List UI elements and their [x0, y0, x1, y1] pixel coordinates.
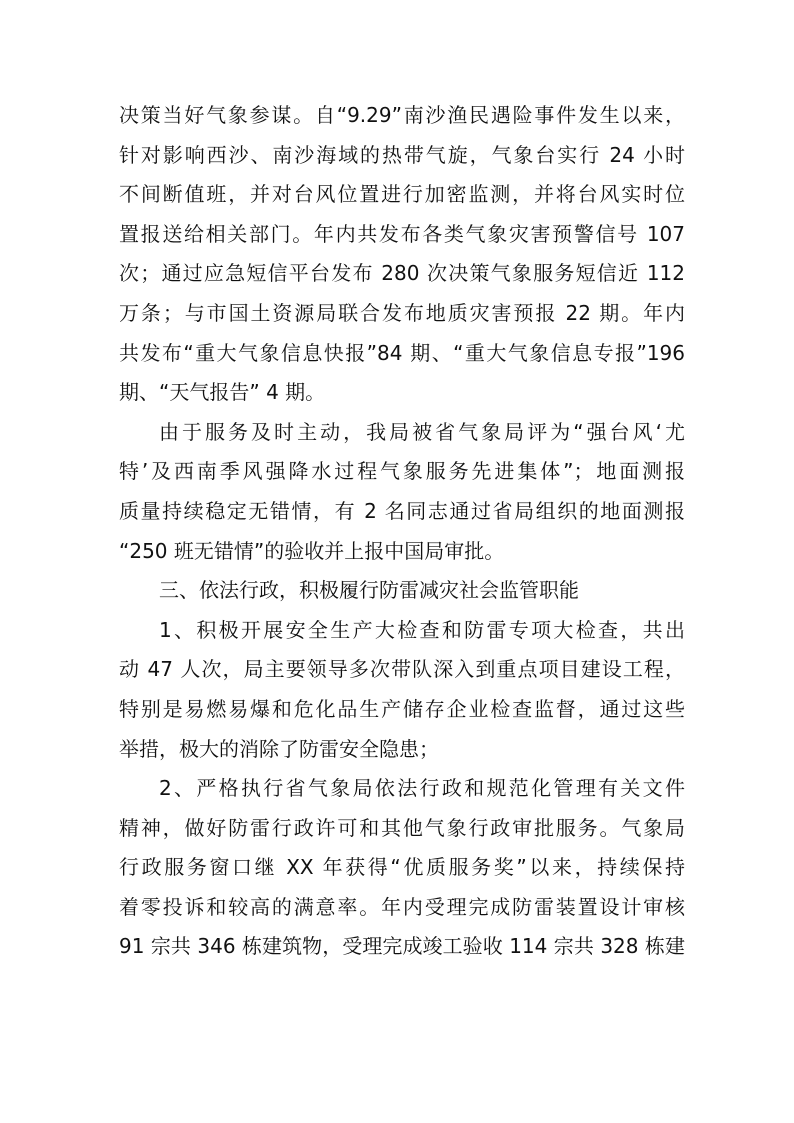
text-line: 特’及西南季风强降水过程气象服务先进集体”；地面测报 — [119, 459, 685, 484]
text-line: 2、严格执行省气象局依法行政和规范化管理有关文件 — [159, 776, 685, 801]
paragraph-awards — [119, 413, 685, 571]
paragraph-service-report — [119, 96, 685, 413]
text-line: 万条；与市国土资源局联合发布地质灾害预报 22 期。年内 — [119, 300, 685, 325]
paragraph-item-1 — [119, 611, 685, 769]
text-line: 举措，极大的消除了防雷安全隐患； — [119, 736, 439, 761]
document-body — [119, 96, 685, 967]
text-line: 共发布“重大气象信息快报”84 期、“重大气象信息专报”196 — [119, 340, 685, 365]
text-line: 决策当好气象参谋。自“9.29”南沙渔民遇险事件发生以来， — [119, 103, 685, 127]
text-line: 次；通过应急短信平台发布 280 次决策气象服务短信近 112 — [119, 261, 685, 286]
text-line: 行政服务窗口继 XX 年获得“优质服务奖”以来，持续保持 — [119, 855, 685, 880]
text-line: 特别是易燃易爆和危化品生产储存企业检查监督，通过这些 — [119, 696, 685, 721]
text-line: “250 班无错情”的验收并上报中国局审批。 — [119, 538, 505, 563]
text-line: 不间断值班，并对台风位置进行加密监测，并将台风实时位 — [119, 182, 685, 207]
text-line: 精神，做好防雷行政许可和其他气象行政审批服务。气象局 — [119, 815, 685, 840]
text-line: 91 宗共 346 栋建筑物，受理完成竣工验收 114 宗共 328 栋建 — [119, 934, 685, 959]
section-heading-text: 三、依法行政，积极履行防雷减灾社会监管职能 — [159, 578, 579, 603]
text-line: 置报送给相关部门。年内共发布各类气象灾害预警信号 107 — [119, 221, 685, 246]
section-heading — [119, 571, 685, 611]
text-line: 质量持续稳定无错情，有 2 名同志通过省局组织的地面测报 — [119, 498, 685, 523]
paragraph-item-2 — [119, 769, 685, 967]
text-line: 由于服务及时主动，我局被省气象局评为“强台风‘尤 — [159, 419, 685, 444]
text-line: 动 47 人次，局主要领导多次带队深入到重点项目建设工程， — [119, 657, 685, 682]
text-line: 针对影响西沙、南沙海域的热带气旋，气象台实行 24 小时 — [119, 142, 685, 167]
text-line: 着零投诉和较高的满意率。年内受理完成防雷装置设计审核 — [119, 894, 685, 919]
text-line: 期、“天气报告” 4 期。 — [119, 380, 326, 405]
text-line: 1、积极开展安全生产大检查和防雷专项大检查，共出 — [159, 617, 685, 642]
